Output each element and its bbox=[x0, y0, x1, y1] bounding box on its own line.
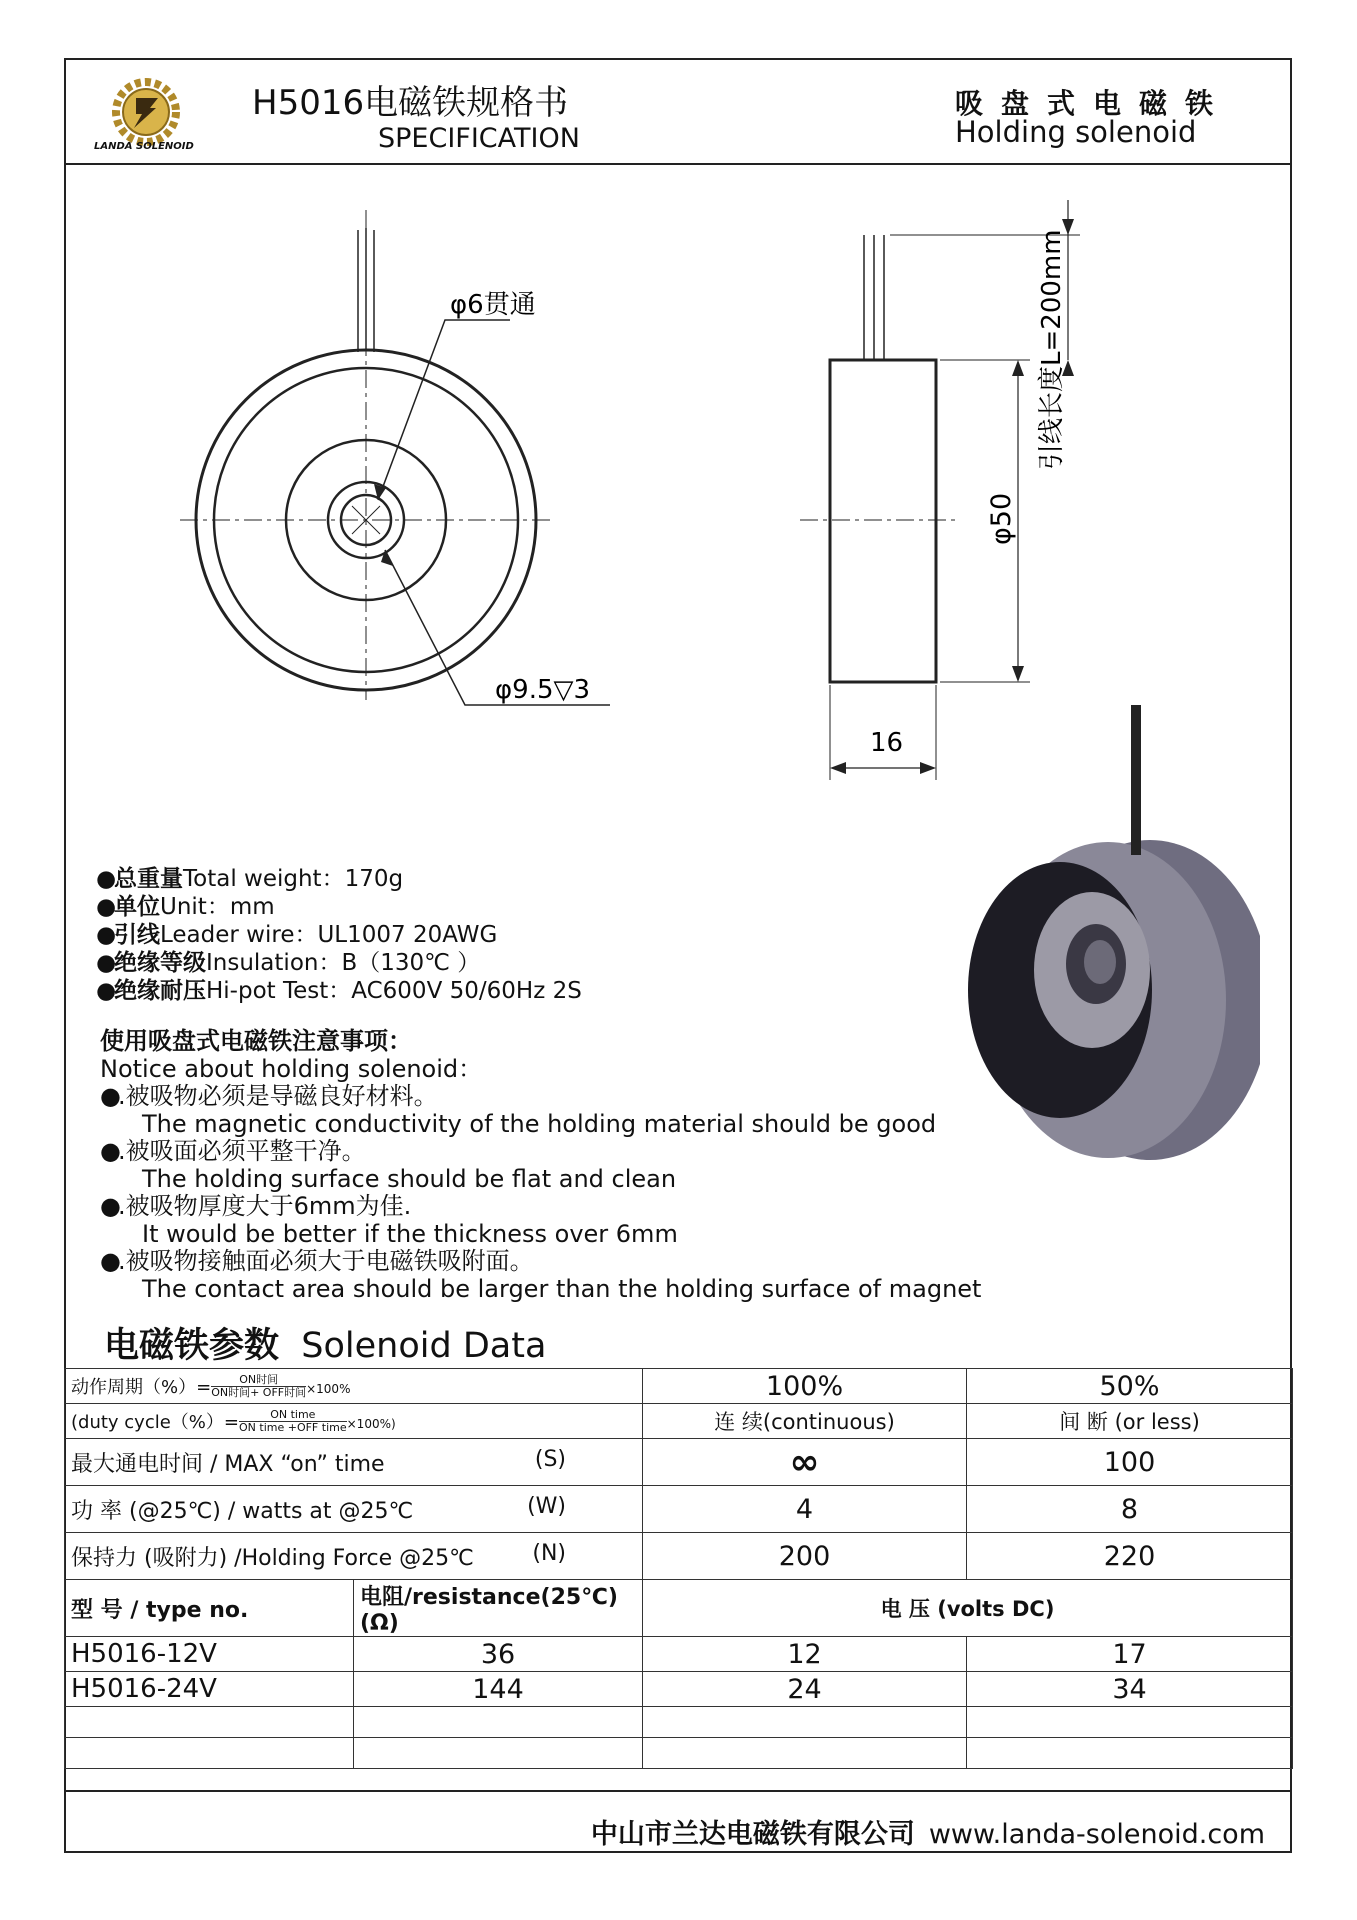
document-title-en: SPECIFICATION bbox=[378, 123, 580, 154]
duty-50-percent: 50% bbox=[967, 1369, 1293, 1404]
notice-item-en: It would be better if the thickness over 6mm bbox=[142, 1219, 678, 1248]
value-continuous: 200 bbox=[643, 1533, 967, 1580]
model-voltage-continuous: 24 bbox=[643, 1672, 967, 1707]
notice-item-cn: ●.被吸物厚度大于6mm为佳. bbox=[100, 1192, 412, 1220]
product-type-cn: 吸盘式电磁铁 bbox=[955, 87, 1232, 120]
spec-weight: ●总重量Total weight：170g bbox=[96, 866, 404, 892]
technical-drawing bbox=[150, 200, 1260, 1160]
notice-title-en: Notice about holding solenoid： bbox=[100, 1054, 483, 1083]
solenoid-data-table bbox=[64, 1368, 1293, 1769]
spec-lead-wire: ●引线Leader wire：UL1007 20AWG bbox=[96, 922, 498, 948]
table-row bbox=[65, 1404, 1293, 1439]
model-resistance: 36 bbox=[354, 1637, 643, 1672]
model-name: H5016-12V bbox=[65, 1637, 354, 1672]
table-row bbox=[65, 1369, 1293, 1404]
table-row-empty bbox=[65, 1707, 1293, 1738]
spec-hipot: ●绝缘耐压Hi-pot Test：AC600V 50/60Hz 2S bbox=[96, 978, 582, 1004]
front-view bbox=[180, 210, 610, 705]
counterbore-dimension-label: φ9.5▽3 bbox=[495, 675, 591, 705]
notice-item-en: The holding surface should be flat and clean bbox=[142, 1164, 677, 1193]
table-row bbox=[65, 1533, 1293, 1580]
table-row bbox=[65, 1486, 1293, 1533]
model-voltage-continuous: 12 bbox=[643, 1637, 967, 1672]
table-row bbox=[65, 1439, 1293, 1486]
product-type-en: Holding solenoid bbox=[955, 115, 1197, 149]
diameter-dimension-label: φ50 bbox=[986, 492, 1017, 545]
table-row bbox=[65, 1637, 1293, 1672]
table-row-empty bbox=[65, 1738, 1293, 1769]
notice-item-en: The contact area should be larger than the holding surface of magnet bbox=[142, 1274, 982, 1303]
mode-continuous: 连 续(continuous) bbox=[643, 1404, 967, 1439]
notice-section bbox=[100, 1028, 981, 1303]
model-name: H5016-24V bbox=[65, 1672, 354, 1707]
notice-item-en: The magnetic conductivity of the holding material should be good bbox=[142, 1109, 937, 1138]
hole-dimension-label: φ6贯通 bbox=[450, 290, 536, 320]
value-intermittent: 100 bbox=[967, 1439, 1293, 1486]
notice-title-cn: 使用吸盘式电磁铁注意事项： bbox=[100, 1027, 412, 1055]
model-voltage-intermittent: 17 bbox=[967, 1637, 1293, 1672]
company-logo-icon bbox=[96, 72, 196, 152]
value-continuous: 4 bbox=[643, 1486, 967, 1533]
duty-100-percent: 100% bbox=[643, 1369, 967, 1404]
notice-item-cn: ●.被吸面必须平整干净。 bbox=[100, 1137, 366, 1165]
voltage-header: 电 压 (volts DC) bbox=[643, 1580, 1293, 1637]
value-intermittent: 220 bbox=[967, 1533, 1293, 1580]
row-label: 最大通电时间 / MAX “on” time (S) bbox=[65, 1439, 643, 1486]
duty-cycle-cn: 动作周期（%）= $\frac{\text{ON时间}}{\text{ON时间+ OFF时间}}\times 100\%$ bbox=[65, 1369, 643, 1404]
table-row bbox=[65, 1580, 1293, 1637]
model-voltage-intermittent: 34 bbox=[967, 1672, 1293, 1707]
row-label: 功 率 (@25℃) / watts at @25℃ (W) bbox=[65, 1486, 643, 1533]
table-row bbox=[65, 1672, 1293, 1707]
product-render bbox=[968, 705, 1260, 1160]
thickness-dimension-label: 16 bbox=[870, 728, 904, 758]
notice-item-cn: ●.被吸物接触面必须大于电磁铁吸附面。 bbox=[100, 1247, 534, 1275]
footer-divider bbox=[64, 1790, 1292, 1792]
solenoid-data-title: 电磁铁参数 Solenoid Data bbox=[104, 1326, 547, 1366]
model-resistance: 144 bbox=[354, 1672, 643, 1707]
logo-text: LANDA SOLENOID bbox=[94, 141, 194, 152]
row-label: 保持力 (吸附力) /Holding Force @25℃ (N) bbox=[65, 1533, 643, 1580]
resistance-header: 电阻/resistance(25℃)(Ω) bbox=[354, 1580, 643, 1637]
spec-insulation: ●绝缘等级Insulation：B（130℃ ） bbox=[96, 950, 481, 976]
mode-intermittent: 间 断 (or less) bbox=[967, 1404, 1293, 1439]
duty-cycle-en: (duty cycle（%）= $\frac{\text{ON time}}{\text{ON time +OFF time}}\times 100\%$) bbox=[65, 1404, 643, 1439]
spec-list bbox=[96, 865, 582, 1005]
notice-item-cn: ●.被吸物必须是导磁良好材料。 bbox=[100, 1082, 438, 1110]
header-divider bbox=[64, 163, 1292, 165]
model-header: 型 号 / type no. bbox=[65, 1580, 354, 1637]
spec-unit: ●单位Unit：mm bbox=[96, 894, 275, 920]
lead-length-label: 引线长度L=200mm bbox=[1037, 229, 1067, 470]
value-continuous: ∞ bbox=[643, 1439, 967, 1486]
website-link[interactable]: www.landa-solenoid.com bbox=[928, 1819, 1265, 1850]
document-title-cn: H5016电磁铁规格书 bbox=[252, 83, 569, 123]
value-intermittent: 8 bbox=[967, 1486, 1293, 1533]
footer: 中山市兰达电磁铁有限公司 www.landa-solenoid.com bbox=[590, 1819, 1265, 1850]
